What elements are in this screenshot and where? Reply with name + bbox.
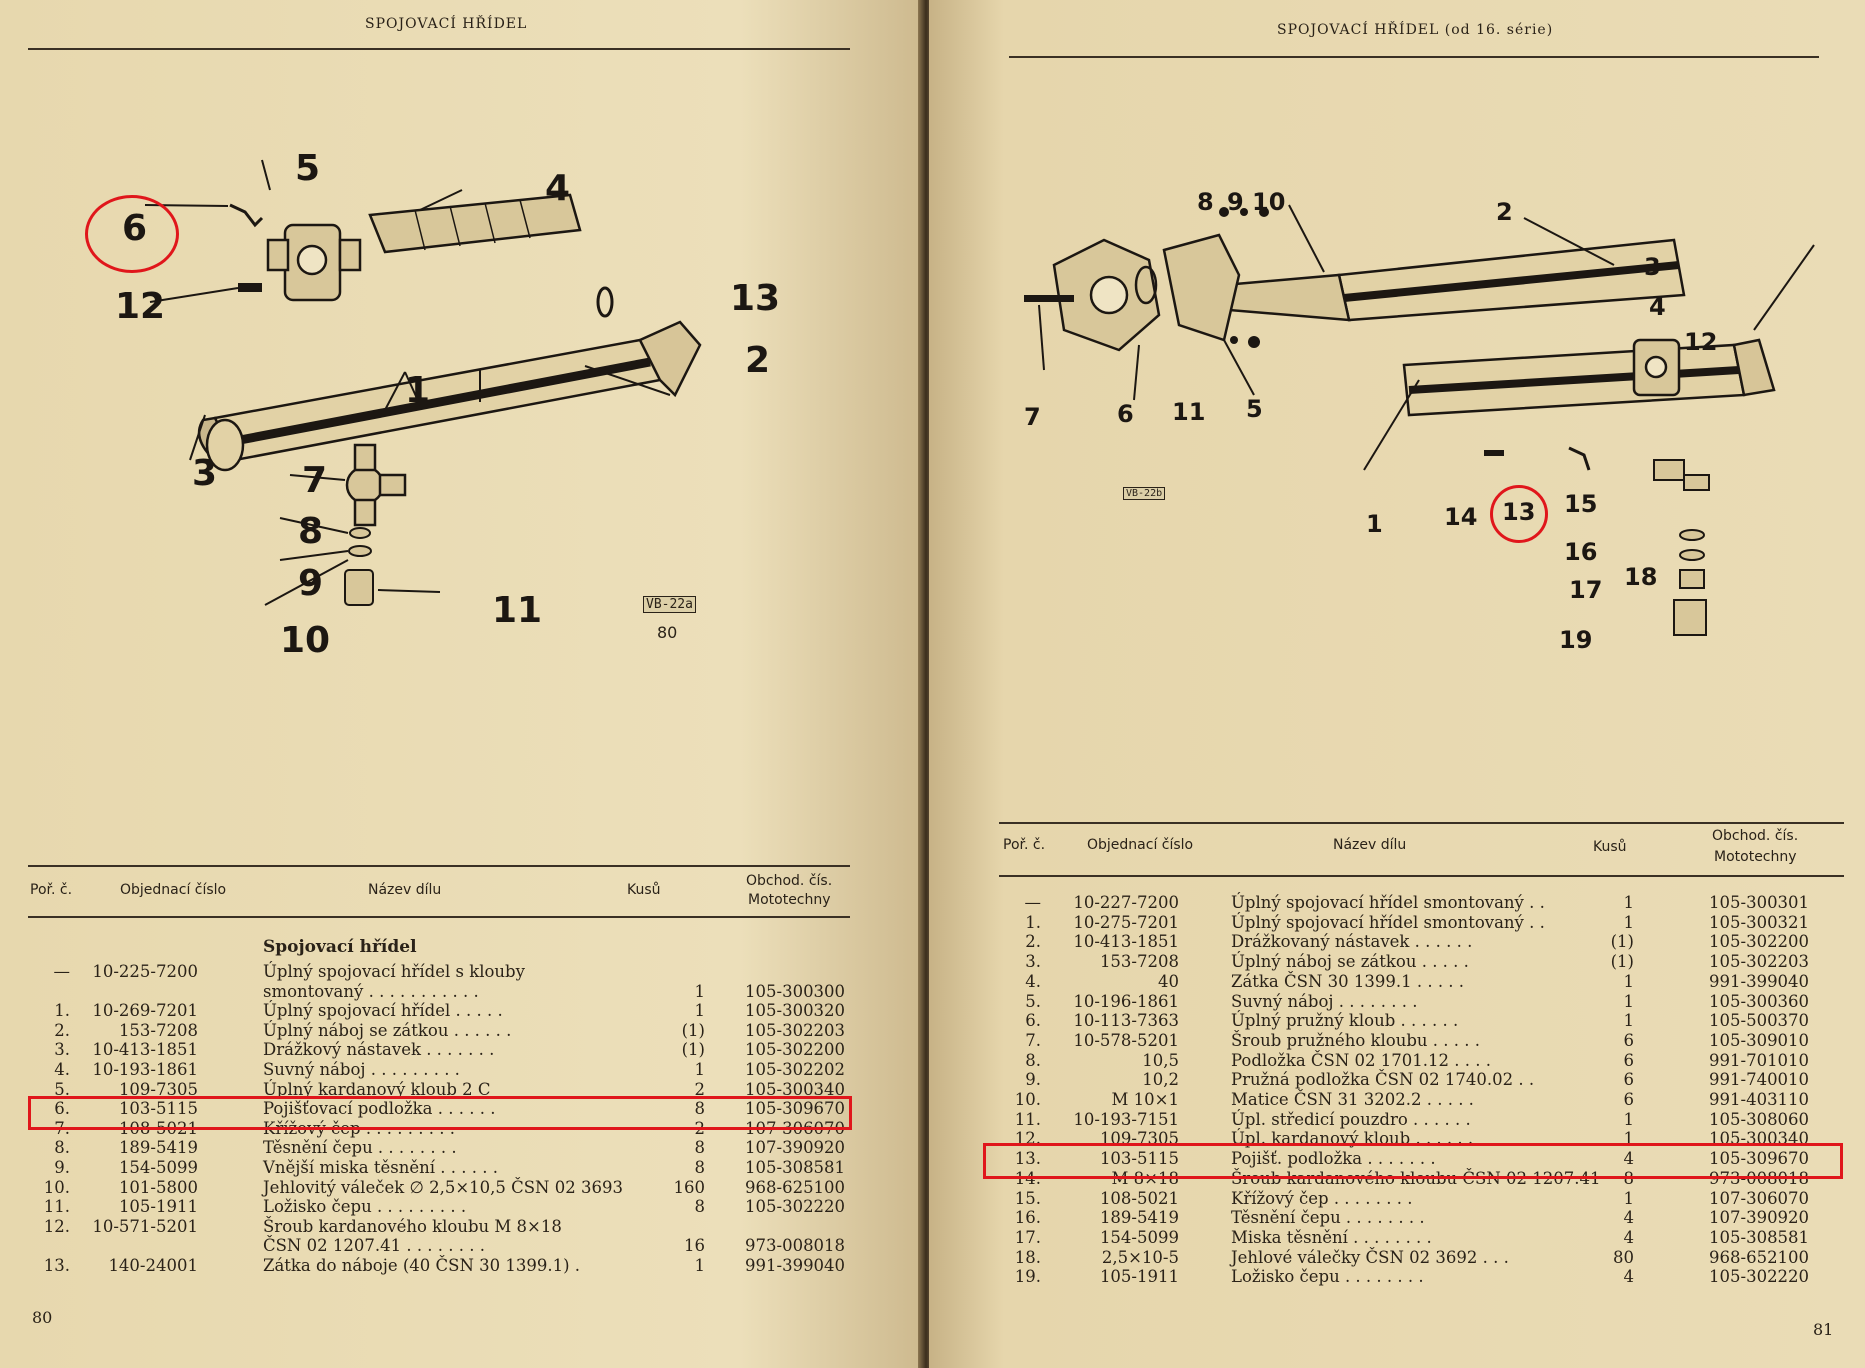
cell-nazev: Úplný pružný kloub . . . . . . (1231, 1011, 1459, 1031)
cell-obchod: 105-302200 (745, 1040, 846, 1060)
cell-por: 8. (54, 1138, 70, 1158)
table-row (929, 1070, 1865, 1090)
cell-nazev: Úplný náboj se zátkou . . . . . (1231, 952, 1469, 972)
table-top-rule (999, 822, 1844, 824)
callout-14: 14 (1444, 503, 1478, 531)
plug-ring-drawing (598, 288, 612, 316)
cell-obj: 153-7208 (118, 1020, 198, 1040)
cell-por: 15. (1014, 1188, 1041, 1208)
table-row (0, 1001, 925, 1021)
cell-nazev: Drážkový nástavek . . . . . . . (263, 1040, 495, 1060)
table-row (929, 1110, 1865, 1130)
cell-kusu: 4 (1623, 1149, 1634, 1169)
table-row (0, 1158, 925, 1178)
callout-5: 5 (1246, 395, 1263, 423)
cell-por: 17. (1014, 1227, 1041, 1247)
cell-nazev: Jehlovitý váleček ∅ 2,5×10,5 ČSN 02 3693 (263, 1177, 623, 1197)
header-rule (28, 48, 850, 50)
callout-10: 10 (1252, 188, 1286, 216)
cell-obchod: 991-740010 (1709, 1070, 1810, 1090)
cell-por: 10. (1014, 1090, 1041, 1109)
figure-code: VB-22b (1123, 487, 1165, 500)
cell-nazev: Ložisko čepu . . . . . . . . (1231, 1267, 1424, 1287)
cell-obchod: 105-300321 (1709, 912, 1810, 932)
cell-obj: 103-5115 (1099, 1149, 1179, 1169)
cell-por: 11. (1014, 1109, 1041, 1129)
cell-nazev: Vnější miska těsnění . . . . . . (263, 1158, 498, 1177)
cell-obj: 10-571-5201 (92, 1216, 198, 1236)
cell-obchod: 105-309010 (1709, 1030, 1810, 1050)
cell-por: 7. (1025, 1030, 1041, 1050)
shaft-drawing-lower (1404, 340, 1774, 415)
cell-obchod: 105-500370 (1709, 1011, 1810, 1031)
cell-nazev: Suvný náboj . . . . . . . . . (263, 1060, 460, 1079)
cell-kusu: 1 (1623, 971, 1634, 991)
cell-nazev: Podložka ČSN 02 1701.12 . . . . (1231, 1050, 1491, 1070)
cell-por: 4. (54, 1060, 70, 1079)
cell-nazev: Drážkovaný nástavek . . . . . . (1231, 932, 1473, 952)
cell-nazev: Úpl. středicí pouzdro . . . . . . (1231, 1109, 1471, 1129)
running-head: SPOJOVACÍ HŘÍDEL (od 16. série) (1277, 22, 1554, 38)
cell-nazev: Zátka ČSN 30 1399.1 . . . . . (1231, 971, 1465, 991)
cell-obj: 105-1911 (1099, 1267, 1179, 1287)
cell-kusu: 8 (694, 1138, 705, 1158)
page-number: 81 (1813, 1320, 1834, 1339)
table-row (929, 1051, 1865, 1071)
cell-obchod: 105-302202 (745, 1060, 846, 1079)
cell-nazev: Ložisko čepu . . . . . . . . . (263, 1197, 467, 1217)
table-row (0, 1021, 925, 1041)
cell-obj: 10-193-1861 (92, 1060, 198, 1079)
cell-obj: 10-113-7363 (1073, 1011, 1179, 1031)
cell-por: 8. (1025, 1050, 1041, 1070)
callout-1: 1 (405, 370, 431, 411)
bearing-parts-drawing (345, 528, 373, 605)
annotation-circle-6 (85, 195, 179, 273)
cell-obj: M 10×1 (1111, 1090, 1179, 1109)
cell-nazev: Matice ČSN 31 3202.2 . . . . . (1231, 1090, 1474, 1109)
cell-por: 3. (54, 1040, 70, 1060)
cell-obj: 108-5021 (118, 1118, 198, 1138)
bearing-parts-drawing (1674, 530, 1706, 635)
table-row (929, 932, 1865, 952)
cell-obj: 40 (1158, 971, 1179, 991)
cell-obj: 10-196-1861 (1073, 991, 1179, 1011)
cell-obchod: 107-390920 (1709, 1208, 1810, 1228)
callout-13: 13 (730, 278, 781, 319)
table-row (929, 1248, 1865, 1268)
cell-kusu: 1 (1623, 1011, 1634, 1031)
cell-nazev: Miska těsnění . . . . . . . . (1231, 1227, 1432, 1247)
cell-por: 9. (54, 1158, 70, 1177)
callout-10: 10 (280, 620, 331, 661)
cell-kusu: 1 (694, 1060, 705, 1079)
cell-obj: 2,5×10-5 (1101, 1247, 1179, 1267)
lock-washer-drawing (1569, 448, 1589, 470)
cell-kusu: 1 (694, 981, 705, 1001)
cell-kusu: 80 (1613, 1247, 1634, 1267)
cell-obj: 10-193-7151 (1073, 1109, 1179, 1129)
bolt-drawing (150, 283, 262, 302)
cell-kusu: 4 (1623, 1208, 1634, 1228)
callout-7: 7 (1024, 403, 1041, 431)
cell-nazev: Šroub kardanového kloubu ČSN 02 1207.41 (1231, 1168, 1601, 1188)
table-row (929, 972, 1865, 992)
cell-obj: 10-225-7200 (92, 962, 198, 981)
table-row (929, 893, 1865, 913)
callout-11: 11 (492, 590, 543, 631)
cell-obchod: 991-399040 (745, 1256, 846, 1275)
cell-nazev: smontovaný . . . . . . . . . . . (263, 981, 479, 1001)
callout-4: 4 (545, 168, 571, 209)
callout-2: 2 (745, 340, 771, 381)
cell-nazev: ČSN 02 1207.41 . . . . . . . . (263, 1236, 486, 1256)
cell-nazev: Těsnění čepu . . . . . . . . (263, 1138, 457, 1158)
callout-2: 2 (1496, 198, 1513, 226)
highlight-row-13 (983, 1143, 1843, 1179)
cell-por: 12. (43, 1216, 70, 1236)
cell-por: 11. (43, 1197, 70, 1217)
col-header-nazev: Název dílu (368, 882, 442, 898)
table-row (929, 1011, 1865, 1031)
cell-kusu: 8 (694, 1158, 705, 1177)
col-header-obchod-1: Obchod. čís. (1712, 828, 1799, 844)
col-header-obj: Objednací číslo (1087, 837, 1194, 853)
right-page (929, 0, 1865, 1368)
cell-kusu: 1 (1623, 912, 1634, 932)
cell-obchod: 105-300360 (1709, 991, 1810, 1011)
cell-por: 16. (1014, 1208, 1041, 1228)
cell-obj: 189-5419 (1099, 1208, 1179, 1228)
cell-obchod: 105-300300 (745, 981, 846, 1001)
cell-obchod: 105-302203 (1709, 952, 1810, 972)
cell-nazev: Šroub pružného kloubu . . . . . (1231, 1030, 1480, 1050)
cell-por: 19. (1014, 1267, 1041, 1287)
cell-obchod: 105-308581 (1709, 1227, 1810, 1247)
cell-por: 10. (43, 1177, 70, 1197)
cross-drawing (347, 445, 405, 525)
cell-por: 3. (1025, 952, 1041, 972)
table-row (0, 1060, 925, 1080)
cell-obchod: 105-302203 (745, 1020, 846, 1040)
table-row (929, 1267, 1865, 1287)
cell-obj: 10,2 (1142, 1070, 1179, 1090)
col-header-obchod-2: Mototechny (748, 892, 831, 908)
joint-drawing (268, 225, 360, 300)
cell-por: — (53, 962, 70, 981)
left-page (0, 0, 925, 1368)
cell-kusu: 8 (694, 1197, 705, 1217)
bolt-drawing (1024, 295, 1074, 302)
table-row (929, 1228, 1865, 1248)
callout-9: 9 (1227, 188, 1244, 216)
cell-nazev: Těsnění čepu . . . . . . . . (1231, 1208, 1425, 1228)
cell-obj: 10-269-7201 (92, 1001, 198, 1021)
cell-obj: 10-413-1851 (92, 1040, 198, 1060)
cell-por: 2. (54, 1020, 70, 1040)
cell-nazev: Pojišťovací podložka . . . . . . (263, 1099, 496, 1119)
callout-15: 15 (1564, 490, 1598, 518)
callout-7: 7 (302, 460, 328, 501)
cell-obj: 189-5419 (118, 1138, 198, 1158)
table-row (0, 1040, 925, 1060)
cell-kusu: 6 (1623, 1050, 1634, 1070)
cell-por: 14. (1014, 1168, 1041, 1188)
callout-11: 11 (1172, 398, 1206, 426)
table-top-rule (28, 865, 850, 867)
col-header-nazev: Název dílu (1333, 837, 1407, 853)
cell-nazev: Úplný kardanový kloub 2 C (263, 1079, 491, 1099)
cell-obchod: 991-701010 (1709, 1050, 1810, 1070)
cell-obchod: 107-306070 (1709, 1188, 1810, 1208)
header-rule (1009, 56, 1819, 58)
cell-kusu: 1 (1623, 1109, 1634, 1129)
cell-nazev: Zátka do náboje (40 ČSN 30 1399.1) . (263, 1256, 581, 1275)
cell-nazev: Úplný spojovací hřídel smontovaný . . (1231, 893, 1545, 912)
cell-obj: 10,5 (1142, 1050, 1179, 1070)
cell-nazev: Pružná podložka ČSN 02 1740.02 . . (1231, 1070, 1535, 1090)
cell-kusu: (1) (1610, 952, 1634, 972)
callout-9: 9 (298, 563, 324, 604)
cell-obchod: 973-008018 (745, 1236, 846, 1256)
table-row (0, 1256, 925, 1276)
cell-kusu: 6 (1623, 1030, 1634, 1050)
lock-washer-drawing (230, 205, 262, 225)
table-header-rule (999, 875, 1844, 877)
cell-obj: 153-7208 (1099, 952, 1179, 972)
callout-8: 8 (1197, 188, 1214, 216)
table-row (929, 1189, 1865, 1209)
cell-obchod: 107-306070 (745, 1118, 846, 1138)
cell-kusu: 4 (1623, 1267, 1634, 1287)
figure-code-number: 80 (657, 623, 678, 642)
cell-nazev: Jehlové válečky ČSN 02 3692 . . . (1231, 1247, 1509, 1267)
cell-obchod: 105-302220 (1709, 1267, 1810, 1287)
cell-obj: 10-275-7201 (1073, 912, 1179, 932)
callout-17: 17 (1569, 576, 1603, 604)
cell-por: 13. (43, 1256, 70, 1275)
section-title: Spojovací hřídel (263, 937, 417, 957)
cell-nazev: Křížový čep . . . . . . . . . (263, 1118, 455, 1138)
cell-nazev: Úpl. kardanový kloub . . . . . . (1231, 1129, 1474, 1149)
callout-12: 12 (1684, 328, 1718, 356)
table-header-rule (28, 916, 850, 918)
cell-kusu: 2 (694, 1079, 705, 1099)
exploded-diagram-right (1024, 180, 1824, 670)
cell-kusu: (1) (1610, 932, 1634, 952)
callout-3: 3 (1644, 253, 1661, 281)
cell-obj: 109-7305 (118, 1079, 198, 1099)
col-header-obchod-1: Obchod. čís. (746, 873, 833, 889)
cell-obj: 140-24001 (108, 1256, 198, 1275)
cell-kusu: 2 (694, 1118, 705, 1138)
cell-por: 9. (1025, 1070, 1041, 1090)
cell-obchod: 968-625100 (745, 1177, 846, 1197)
cell-kusu: 16 (684, 1236, 705, 1256)
cell-por: 5. (1025, 991, 1041, 1011)
lower-cross-drawing (1654, 460, 1709, 490)
cell-kusu: 6 (1623, 1090, 1634, 1109)
cell-por: 12. (1014, 1129, 1041, 1149)
cell-obchod: 105-300301 (1709, 893, 1810, 912)
cell-por: 1. (1025, 912, 1041, 932)
cell-obchod: 105-309670 (1709, 1149, 1810, 1169)
table-row (929, 1090, 1865, 1110)
cell-nazev: Šroub kardanového kloubu M 8×18 (263, 1216, 562, 1236)
cell-obj: 108-5021 (1099, 1188, 1179, 1208)
shaft-drawing-upper (1224, 240, 1684, 320)
cell-kusu: 160 (673, 1177, 705, 1197)
col-header-obj: Objednací číslo (120, 882, 227, 898)
cell-obchod: 105-300320 (745, 1001, 846, 1021)
cell-por: 6. (1025, 1011, 1041, 1031)
cell-nazev: Úplný spojovací hřídel smontovaný . . (1231, 912, 1545, 932)
callout-18: 18 (1624, 563, 1658, 591)
cell-obchod: 105-300340 (745, 1079, 846, 1099)
callout-16: 16 (1564, 538, 1598, 566)
callout-8: 8 (298, 511, 324, 552)
cell-por: — (1024, 893, 1041, 912)
table-row (0, 1236, 925, 1256)
cell-obj: 10-413-1851 (1073, 932, 1179, 952)
cell-kusu: 1 (694, 1001, 705, 1021)
callout-13: 13 (1502, 498, 1536, 526)
table-row (929, 1031, 1865, 1051)
cell-kusu: 1 (1623, 1188, 1634, 1208)
cell-nazev: Suvný náboj . . . . . . . . (1231, 991, 1418, 1011)
callout-5: 5 (295, 148, 321, 189)
cell-obj: 154-5099 (1099, 1227, 1179, 1247)
cell-por: 18. (1014, 1247, 1041, 1267)
cell-obchod: 107-390920 (745, 1138, 846, 1158)
parts-table-right (929, 893, 1865, 1293)
cell-kusu: 1 (1623, 1129, 1634, 1149)
cell-nazev: Pojišť. podložka . . . . . . . (1231, 1149, 1436, 1169)
figure-code: VB-22a (643, 596, 696, 613)
highlight-row-6 (28, 1096, 852, 1130)
cell-obchod: 973-008018 (1709, 1168, 1810, 1188)
running-head: SPOJOVACÍ HŘÍDEL (365, 16, 528, 32)
cell-por: 13. (1014, 1149, 1041, 1169)
shaft-drawing (199, 322, 700, 470)
cell-kusu: (1) (681, 1020, 705, 1040)
table-row (0, 982, 925, 1002)
cell-por: 5. (54, 1079, 70, 1099)
cell-nazev: Křížový čep . . . . . . . . (1231, 1188, 1413, 1208)
table-row (929, 1208, 1865, 1228)
cell-por: 7. (54, 1118, 70, 1138)
callout-3: 3 (192, 453, 218, 494)
col-header-por: Poř. č. (30, 882, 73, 898)
col-header-por: Poř. č. (1003, 837, 1046, 853)
cell-obchod: 105-308581 (745, 1158, 846, 1177)
cell-obchod: 991-399040 (1709, 971, 1810, 991)
table-row (929, 992, 1865, 1012)
cell-obchod: 991-403110 (1709, 1090, 1810, 1109)
cell-obj: 109-7305 (1099, 1129, 1179, 1149)
cell-por: 6. (54, 1099, 70, 1119)
cell-kusu: (1) (681, 1040, 705, 1060)
cell-obchod: 105-302200 (1709, 932, 1810, 952)
cell-por: 1. (54, 1001, 70, 1021)
page-number: 80 (32, 1308, 53, 1327)
cell-obchod: 105-308060 (1709, 1109, 1810, 1129)
cell-kusu: 6 (1623, 1070, 1634, 1090)
table-row (0, 1197, 925, 1217)
cell-kusu: 8 (1623, 1168, 1634, 1188)
cell-obj: M 8×18 (1111, 1168, 1179, 1188)
callout-12: 12 (115, 286, 166, 327)
table-row (929, 913, 1865, 933)
cell-obj: 10-578-5201 (1073, 1030, 1179, 1050)
table-row (0, 962, 925, 982)
table-row (0, 1217, 925, 1237)
callout-1: 1 (1366, 510, 1383, 538)
cell-obchod: 968-652100 (1709, 1247, 1810, 1267)
cell-kusu: 1 (1623, 893, 1634, 912)
col-header-kusu: Kusů (627, 882, 661, 898)
cell-obchod: 105-300340 (1709, 1129, 1810, 1149)
table-row (0, 1178, 925, 1198)
cell-obj: 10-227-7200 (1073, 893, 1179, 912)
cell-nazev: Úplný spojovací hřídel . . . . . (263, 1001, 503, 1021)
cell-kusu: 1 (694, 1256, 705, 1275)
col-header-kusu: Kusů (1593, 839, 1627, 855)
callout-6: 6 (1117, 400, 1134, 428)
cross-drawing (1634, 340, 1679, 395)
cell-por: 2. (1025, 932, 1041, 952)
cell-obj: 105-1911 (118, 1197, 198, 1217)
cell-obchod: 105-302220 (745, 1197, 846, 1217)
callout-6: 6 (122, 208, 148, 249)
col-header-obchod-2: Mototechny (1714, 849, 1797, 865)
cell-nazev: Úplný spojovací hřídel s klouby (263, 962, 525, 981)
callout-19: 19 (1559, 626, 1593, 654)
cell-por: 4. (1025, 971, 1041, 991)
cell-kusu: 8 (694, 1099, 705, 1119)
table-row (929, 952, 1865, 972)
cell-obj: 103-5115 (118, 1099, 198, 1119)
cell-nazev: Úplný náboj se zátkou . . . . . . (263, 1020, 512, 1040)
cell-kusu: 1 (1623, 991, 1634, 1011)
annotation-circle-13 (1490, 485, 1548, 543)
table-row (0, 1138, 925, 1158)
cell-obchod: 105-309670 (745, 1099, 846, 1119)
cell-obj: 154-5099 (118, 1158, 198, 1177)
callout-4: 4 (1649, 293, 1666, 321)
cell-obj: 101-5800 (118, 1177, 198, 1197)
cell-kusu: 4 (1623, 1227, 1634, 1247)
